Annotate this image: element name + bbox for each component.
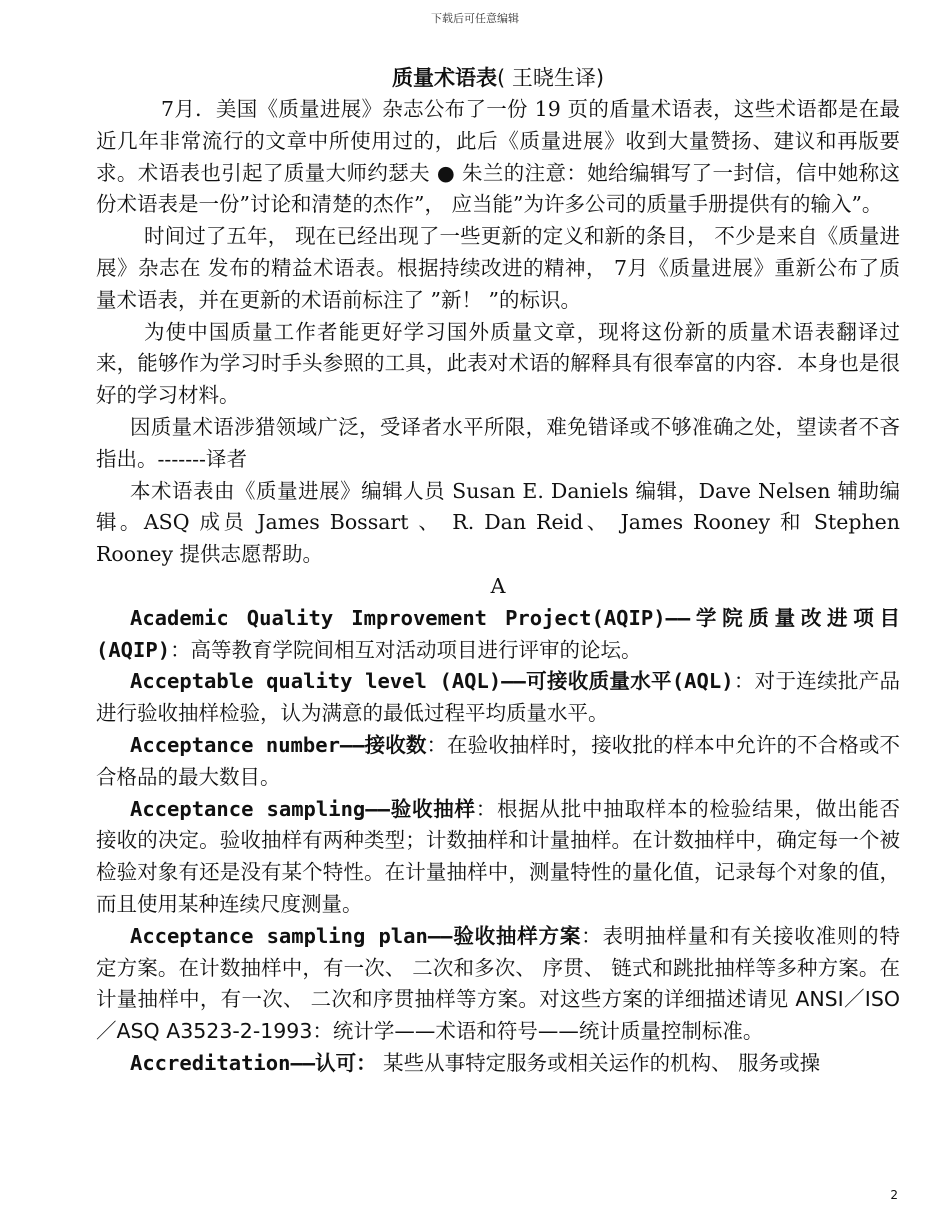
entry-definition: 某些从事特定服务或相关运作的机构、 服务或操 <box>376 1050 821 1075</box>
title-translator: ( 王晓生译) <box>496 66 605 90</box>
intro-paragraph-2: 时间过了五年， 现在已经出现了一些更新的定义和新的条目， 不少是来自《质量进展》杂志在 发布的精益术语表。根据持续改进的精神， 7月《质量进展》重新公布了质量术语表，并在更新的术语前标注了 ”新！ ”的标识。 <box>96 224 900 312</box>
entry-term: Acceptance number——接收数 <box>130 732 427 757</box>
page-number: 2 <box>890 1188 898 1202</box>
intro-paragraph-3: 为使中国质量工作者能更好学习国外质量文章，现将这份新的质量术语表翻译过来，能够作为学习时手头参照的工具，此表对术语的解释具有很奉富的内容．本身也是很好的学习材料。 <box>96 319 900 408</box>
glossary-entry <box>96 730 900 794</box>
glossary-entry <box>96 666 900 730</box>
glossary-entry <box>96 921 900 1048</box>
entry-definition: ：对于连续批产品进行验收抽样检验，认为满意的最低过程平均质量水平。 <box>96 669 901 726</box>
entry-term: Accreditation——认可： <box>130 1050 377 1075</box>
section-letter: A <box>490 573 506 598</box>
glossary-entry <box>96 1048 900 1080</box>
page-header-note: 下载后可任意编辑 <box>431 12 519 25</box>
glossary-entry <box>96 603 900 667</box>
entry-term: Acceptable quality level (AQL)——可接收质量水平(AQL) <box>130 669 734 694</box>
document-title <box>96 62 900 94</box>
intro-paragraph-1: 7月．美国《质量进展》杂志公布了一份 19 页的盾量术语表，这些术语都是在最近几年非常流行的文章中所使用过的，此后《质量进展》收到大量赞扬、建议和再版要求。术语表也引起了质量大师约瑟夫 ● 朱兰的注意：她给编辑写了一封信，信中她称这份术语表是一份”讨论和清楚的杰作”， 应当能”为许多公司的质量手册提供有的输入”。 <box>96 97 900 217</box>
entry-term: Academic Quality Improvement Project(AQIP)——学院质量改进项目(AQIP) <box>96 605 900 662</box>
document-body <box>96 62 900 1080</box>
intro-paragraph-4: 因质量术语涉猎领域广泛，受译者水平所限，难免错译或不够准确之处，望读者不吝指出。-------译者 <box>96 414 900 471</box>
entry-definition: ：在验收抽样时，接收批的样本中允许的不合格或不合格品的最大数目。 <box>96 732 901 789</box>
glossary-entry <box>96 794 900 921</box>
entry-definition: ：高等教育学院间相互对活动项目进行评审的论坛。 <box>170 637 642 662</box>
intro-paragraph-5: 本术语表由《质量进展》编辑人员 Susan E. Daniels 编辑，Dave Nelsen 辅助编辑。ASQ 成员 James Bossart 、 R. Dan Reid、 James Rooney 和 Stephen Rooney 提供志愿帮助。 <box>96 478 900 567</box>
entry-definition: ：表明抽样量和有关接收准则的特定方案。在计数抽样中，有一次、 二次和多次、 序贯、 链式和跳批抽样等多种方案。在计量抽样中，有一次、 二次和序贯抽样等方案。对这些方案的详细描述请见 ANSI／ISO／ASQ A3523-2-1993：统计学——术语和符号——统计质量控制标准。 <box>96 923 900 1044</box>
entry-definition: ：根据从批中抽取样本的检验结果，做出能否接收的决定。验收抽样有两种类型；计数抽样和计量抽样。在计数抽样中，确定每一个被检验对象有还是没有某个特性。在计量抽样中，测量特性的量化值，记录每个对象的值，而且使用某种连续尺度测量。 <box>96 796 900 916</box>
entry-term: Acceptance sampling plan——验收抽样方案 <box>130 923 582 948</box>
title-main: 质量术语表 <box>391 66 497 90</box>
entry-term: Acceptance sampling——验收抽样 <box>130 796 476 821</box>
